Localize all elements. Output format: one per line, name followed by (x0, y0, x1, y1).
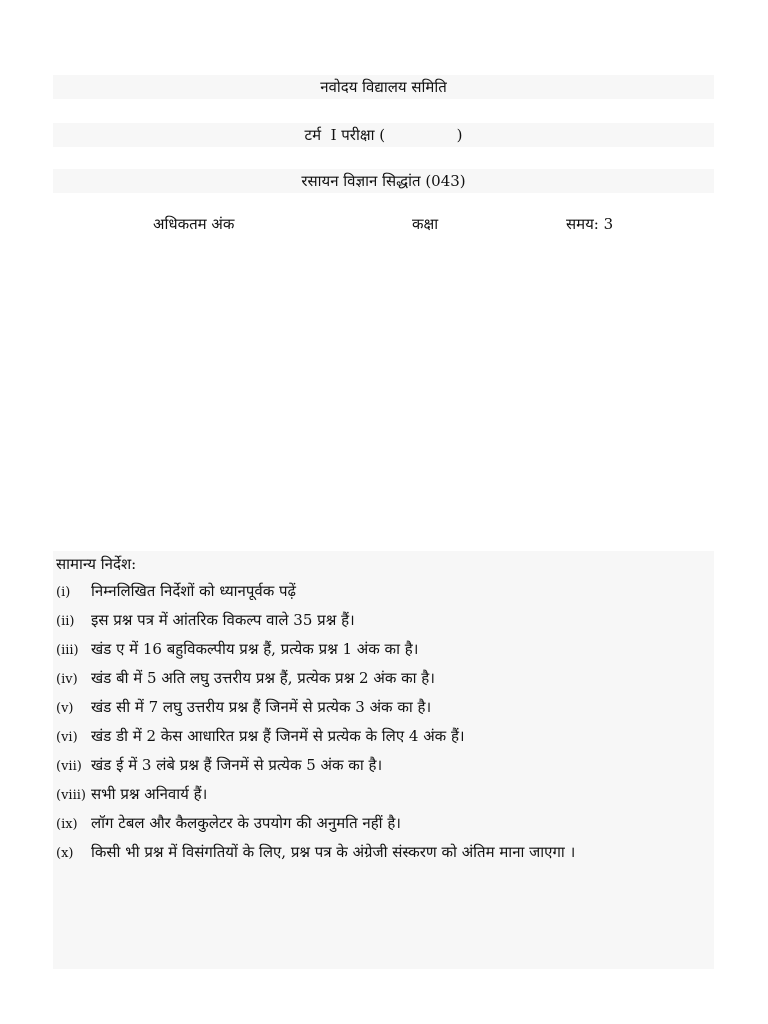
instruction-text: खंड डी में 2 केस आधारित प्रश्न हैं जिनमें से प्रत्येक के लिए 4 अंक हैं। (91, 727, 465, 745)
instruction-number: (ix) (56, 817, 78, 832)
instruction-item (56, 610, 714, 639)
instruction-text: खंड सी में 7 लघु उत्तरीय प्रश्न हैं जिनमें से प्रत्येक 3 अंक का है। (91, 698, 432, 716)
instruction-item (56, 668, 714, 697)
instruction-item (56, 813, 714, 842)
subject-title: रसायन विज्ञान सिद्धांत (043) (53, 169, 714, 193)
instruction-text: सभी प्रश्न अनिवार्य हैं। (91, 785, 208, 803)
instruction-number: (iv) (56, 672, 78, 687)
instruction-number: (viii) (56, 788, 86, 803)
organization-title: नवोदय विद्यालय समिति (53, 75, 714, 99)
exam-title: टर्म I परीक्षा ( ) (53, 123, 714, 147)
instruction-item (56, 697, 714, 726)
instructions-heading: सामान्य निर्देश: (56, 555, 137, 573)
time-label: समय: 3 (566, 215, 614, 233)
general-instructions (53, 551, 714, 969)
instruction-item (56, 755, 714, 784)
instruction-text: खंड ए में 16 बहुविकल्पीय प्रश्न हैं, प्रत्येक प्रश्न 1 अंक का है। (91, 640, 419, 658)
class-label: कक्षा (412, 215, 439, 233)
instruction-number: (i) (56, 585, 71, 600)
max-marks-label: अधिकतम अंक (153, 215, 235, 233)
instruction-number: (iii) (56, 643, 79, 658)
instruction-text: लॉग टेबल और कैलकुलेटर के उपयोग की अनुमति नहीं है। (91, 814, 401, 832)
instruction-item (56, 581, 714, 610)
instruction-number: (v) (56, 701, 74, 716)
instruction-item (56, 784, 714, 813)
instruction-text: खंड ई में 3 लंबे प्रश्न हैं जिनमें से प्रत्येक 5 अंक का है। (91, 756, 383, 774)
instruction-number: (x) (56, 846, 74, 861)
instruction-text: इस प्रश्न पत्र में आंतरिक विकल्प वाले 35 प्रश्न हैं। (91, 611, 355, 629)
instruction-number: (vi) (56, 730, 78, 745)
instruction-number: (vii) (56, 759, 82, 774)
instruction-text: खंड बी में 5 अति लघु उत्तरीय प्रश्न हैं, प्रत्येक प्रश्न 2 अंक का है। (91, 669, 435, 687)
instruction-item (56, 639, 714, 668)
instruction-text: किसी भी प्रश्न में विसंगतियों के लिए, प्रश्न पत्र के अंग्रेजी संस्करण को अंतिम माना जाएगा । (91, 843, 576, 861)
instruction-item (56, 726, 714, 755)
instruction-item (56, 842, 714, 871)
instruction-number: (ii) (56, 614, 75, 629)
instruction-text: निम्नलिखित निर्देशों को ध्यानपूर्वक पढ़ें (91, 582, 296, 600)
